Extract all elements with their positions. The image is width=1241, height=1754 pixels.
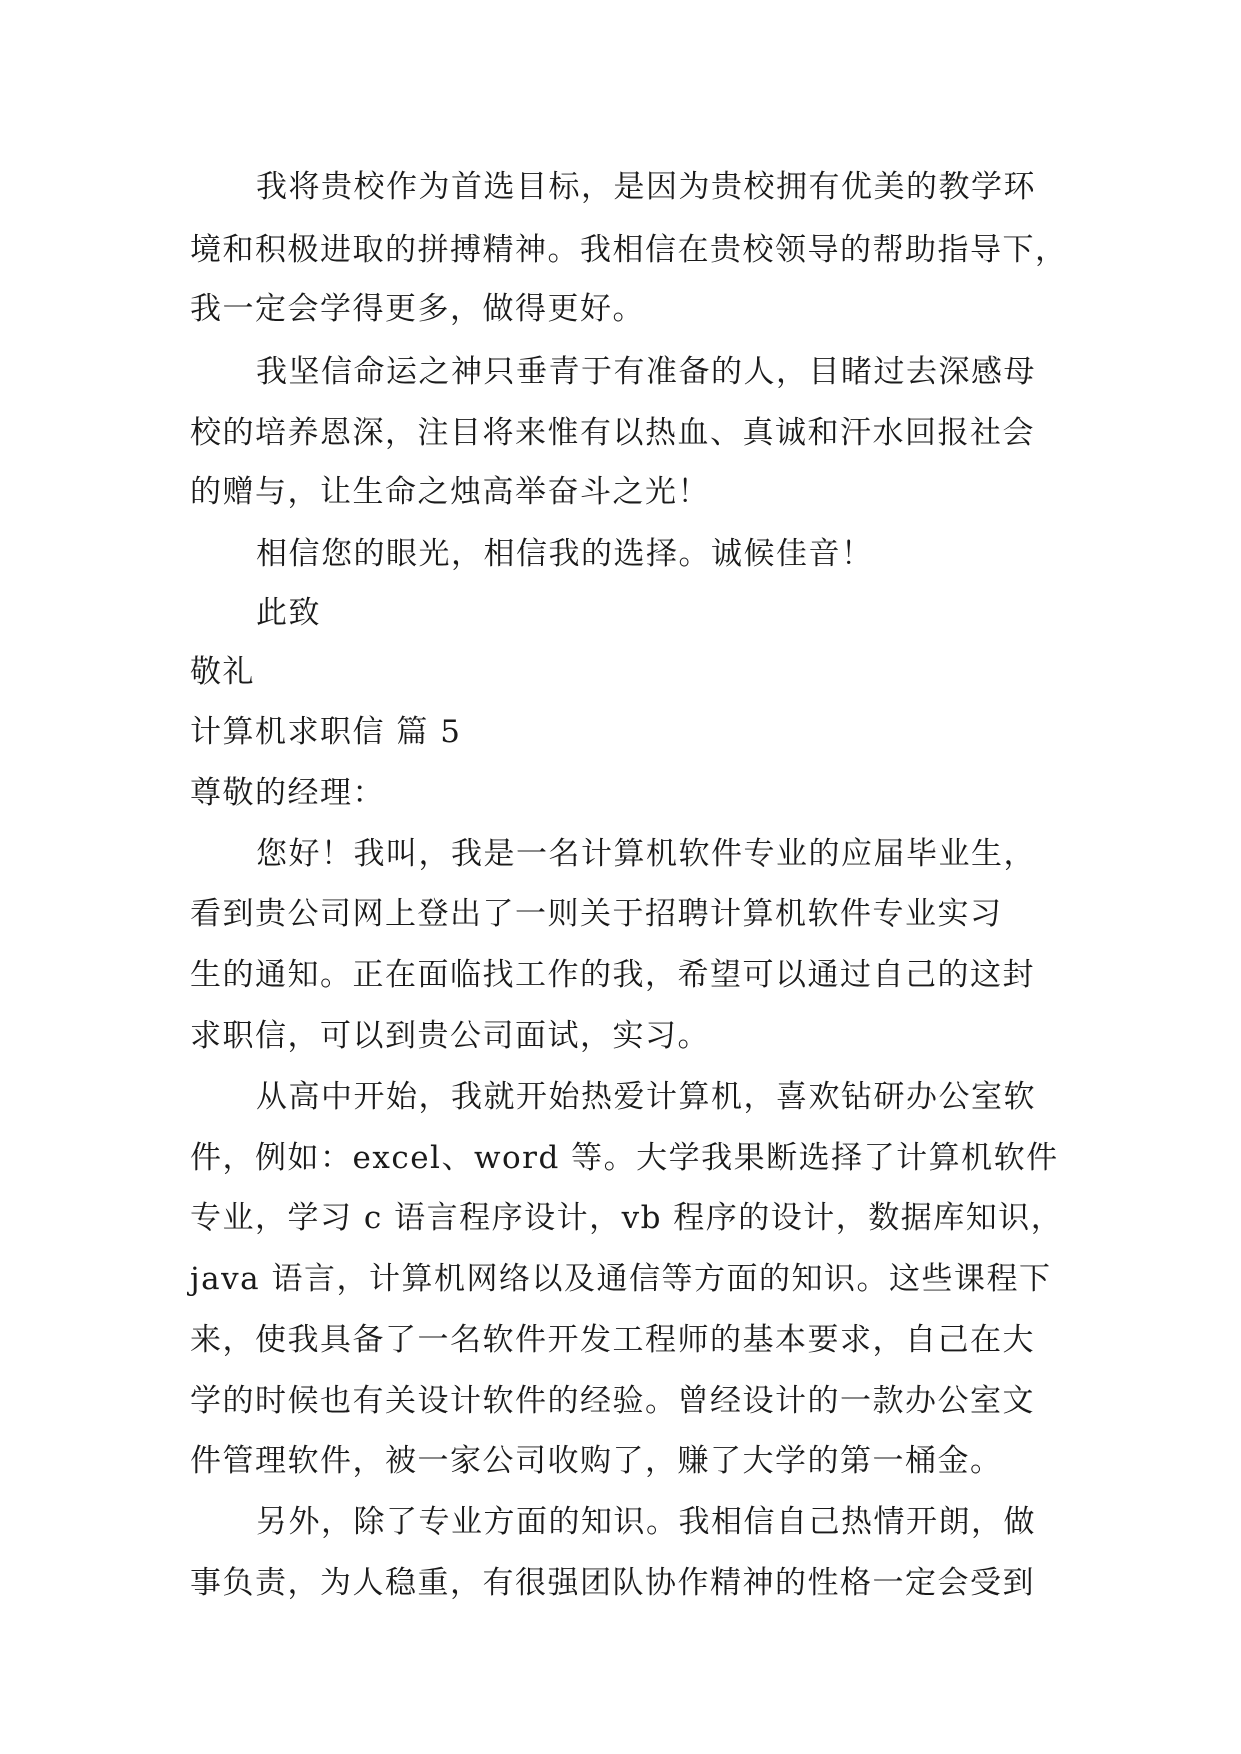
text-line: 从高中开始，我就开始热爱计算机，喜欢钻研办公室软 xyxy=(256,1079,1036,1115)
text-line: 件管理软件，被一家公司收购了，赚了大学的第一桶金。 xyxy=(190,1443,1003,1479)
text-line: 我坚信命运之神只垂青于有准备的人，目睹过去深感母 xyxy=(256,354,1036,390)
text-line: 的赠与，让生命之烛高举奋斗之光！ xyxy=(190,474,710,510)
closing-regards: 敬礼 xyxy=(190,654,255,690)
text-line: java 语言，计算机网络以及通信等方面的知识。这些课程下 xyxy=(190,1261,1052,1297)
section-title: 计算机求职信 篇 5 xyxy=(190,714,462,750)
text-line: 学的时候也有关设计软件的经验。曾经设计的一款办公室文 xyxy=(190,1383,1035,1419)
closing-salutation: 此致 xyxy=(256,595,321,631)
document-page xyxy=(190,0,1090,1754)
text-line: 件，例如：excel、word 等。大学我果断选择了计算机软件 xyxy=(190,1140,1059,1176)
text-line: 看到贵公司网上登出了一则关于招聘计算机软件专业实习 xyxy=(190,896,1003,932)
text-line: 我将贵校作为首选目标，是因为贵校拥有优美的教学环 xyxy=(256,169,1036,205)
text-line: 事负责，为人稳重，有很强团队协作精神的性格一定会受到 xyxy=(190,1565,1035,1601)
text-line: 相信您的眼光，相信我的选择。诚候佳音！ xyxy=(256,536,874,572)
text-line: 我一定会学得更多，做得更好。 xyxy=(190,291,645,327)
text-line: 境和积极进取的拼搏精神。我相信在贵校领导的帮助指导下， xyxy=(190,232,1068,268)
text-line: 生的通知。正在面临找工作的我，希望可以通过自己的这封 xyxy=(190,957,1035,993)
text-line: 求职信，可以到贵公司面试，实习。 xyxy=(190,1018,710,1054)
text-line: 另外，除了专业方面的知识。我相信自己热情开朗，做 xyxy=(256,1504,1036,1540)
text-line: 专业，学习 c 语言程序设计，vb 程序的设计，数据库知识， xyxy=(190,1200,1064,1236)
text-line: 来，使我具备了一名软件开发工程师的基本要求，自己在大 xyxy=(190,1322,1035,1358)
greeting: 尊敬的经理： xyxy=(190,775,385,811)
text-line: 校的培养恩深，注目将来惟有以热血、真诚和汗水回报社会 xyxy=(190,415,1035,451)
text-line: 您好！我叫，我是一名计算机软件专业的应届毕业生， xyxy=(256,836,1036,872)
